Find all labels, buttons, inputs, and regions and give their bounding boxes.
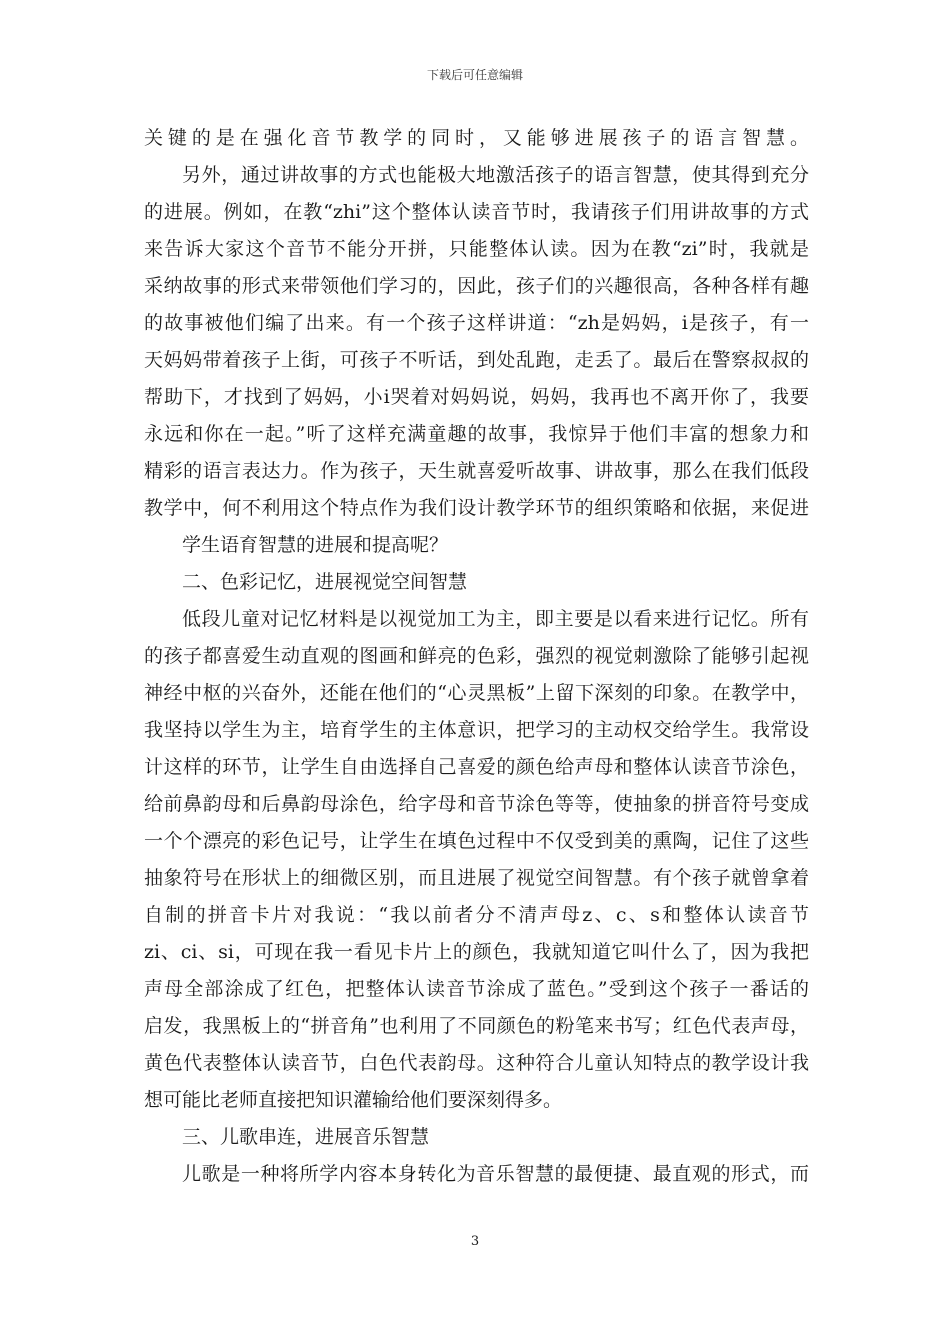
text-line: 永远和你在一起。”听了这样充满童趣的故事，我惊异于他们丰富的想象力和 [144, 423, 809, 445]
text-line: 来告诉大家这个音节不能分开拼，只能整体认读。因为在教“zi”时，我就是 [144, 238, 809, 260]
section-heading: 二、色彩记忆，进展视觉空间智慧 [182, 571, 468, 593]
text-line: 自制的拼音卡片对我说：“我以前者分不清声母z、c、s和整体认读音节 [144, 904, 809, 926]
section-heading: 三、儿歌串连，进展音乐智慧 [182, 1126, 430, 1148]
document-body [144, 120, 809, 1193]
text-line: 学生语育智慧的进展和提高呢？ [182, 534, 449, 556]
text-line: 神经中枢的兴奋外，还能在他们的“心灵黑板”上留下深刻的印象。在教学中， [144, 682, 809, 704]
text-line: 精彩的语言表达力。作为孩子，天生就喜爱听故事、讲故事，那么在我们低段 [144, 460, 809, 482]
text-line: 我坚持以学生为主，培育学生的主体意识，把学习的主动权交给学生。我常设 [144, 719, 809, 741]
text-line: 关键的是在强化音节教学的同时，又能够进展孩子的语言智慧。 [144, 127, 809, 149]
text-line: 的孩子都喜爱生动直观的图画和鲜亮的色彩，强烈的视觉刺激除了能够引起视 [144, 645, 809, 667]
text-line: 计这样的环节，让学生自由选择自己喜爱的颜色给声母和整体认读音节涂色， [144, 756, 809, 778]
page-number: 3 [470, 1234, 480, 1249]
text-line: 另外，通过讲故事的方式也能极大地激活孩子的语言智慧，使其得到充分 [182, 164, 809, 186]
text-line: 声母全部涂成了红色，把整体认读音节涂成了蓝色。”受到这个孩子一番话的 [144, 978, 809, 1000]
text-line: 低段儿童对记忆材料是以视觉加工为主，即主要是以看来进行记忆。所有 [182, 608, 809, 630]
text-line: 采纳故事的形式来带领他们学习的，因此，孩子们的兴趣很高，各种各样有趣 [144, 275, 809, 297]
page-header: 下载后可任意编辑 [426, 68, 523, 82]
text-line: 一个个漂亮的彩色记号，让学生在填色过程中不仅受到美的熏陶，记住了这些 [144, 830, 809, 852]
text-line: 的故事被他们编了出来。有一个孩子这样讲道：“zh是妈妈，i是孩子，有一 [144, 312, 809, 334]
text-line: 启发，我黑板上的“拼音角”也利用了不同颜色的粉笔来书写；红色代表声母， [144, 1015, 809, 1037]
text-line: 教学中，何不利用这个特点作为我们设计教学环节的组织策略和依据，来促进 [144, 497, 809, 519]
text-line: 黄色代表整体认读音节，白色代表韵母。这种符合儿童认知特点的教学设计我 [144, 1052, 809, 1074]
text-line: 儿歌是一种将所学内容本身转化为音乐智慧的最便捷、最直观的形式，而 [182, 1163, 809, 1185]
text-line: 抽象符号在形状上的细微区别，而且进展了视觉空间智慧。有个孩子就曾拿着 [144, 867, 809, 889]
text-line: 的进展。例如，在教“zhi”这个整体认读音节时，我请孩子们用讲故事的方式 [144, 201, 809, 223]
text-line: 给前鼻韵母和后鼻韵母涂色，给字母和音节涂色等等，使抽象的拼音符号变成 [144, 793, 809, 815]
text-line: 想可能比老师直接把知识灌输给他们要深刻得多。 [144, 1089, 563, 1111]
text-line: zi、ci、si，可现在我一看见卡片上的颜色，我就知道它叫什么了，因为我把 [144, 941, 809, 963]
text-line: 帮助下，才找到了妈妈，小i哭着对妈妈说，妈妈，我再也不离开你了，我要 [144, 386, 809, 408]
text-line: 天妈妈带着孩子上街，可孩子不听话，到处乱跑，走丢了。最后在警察叔叔的 [144, 349, 809, 371]
